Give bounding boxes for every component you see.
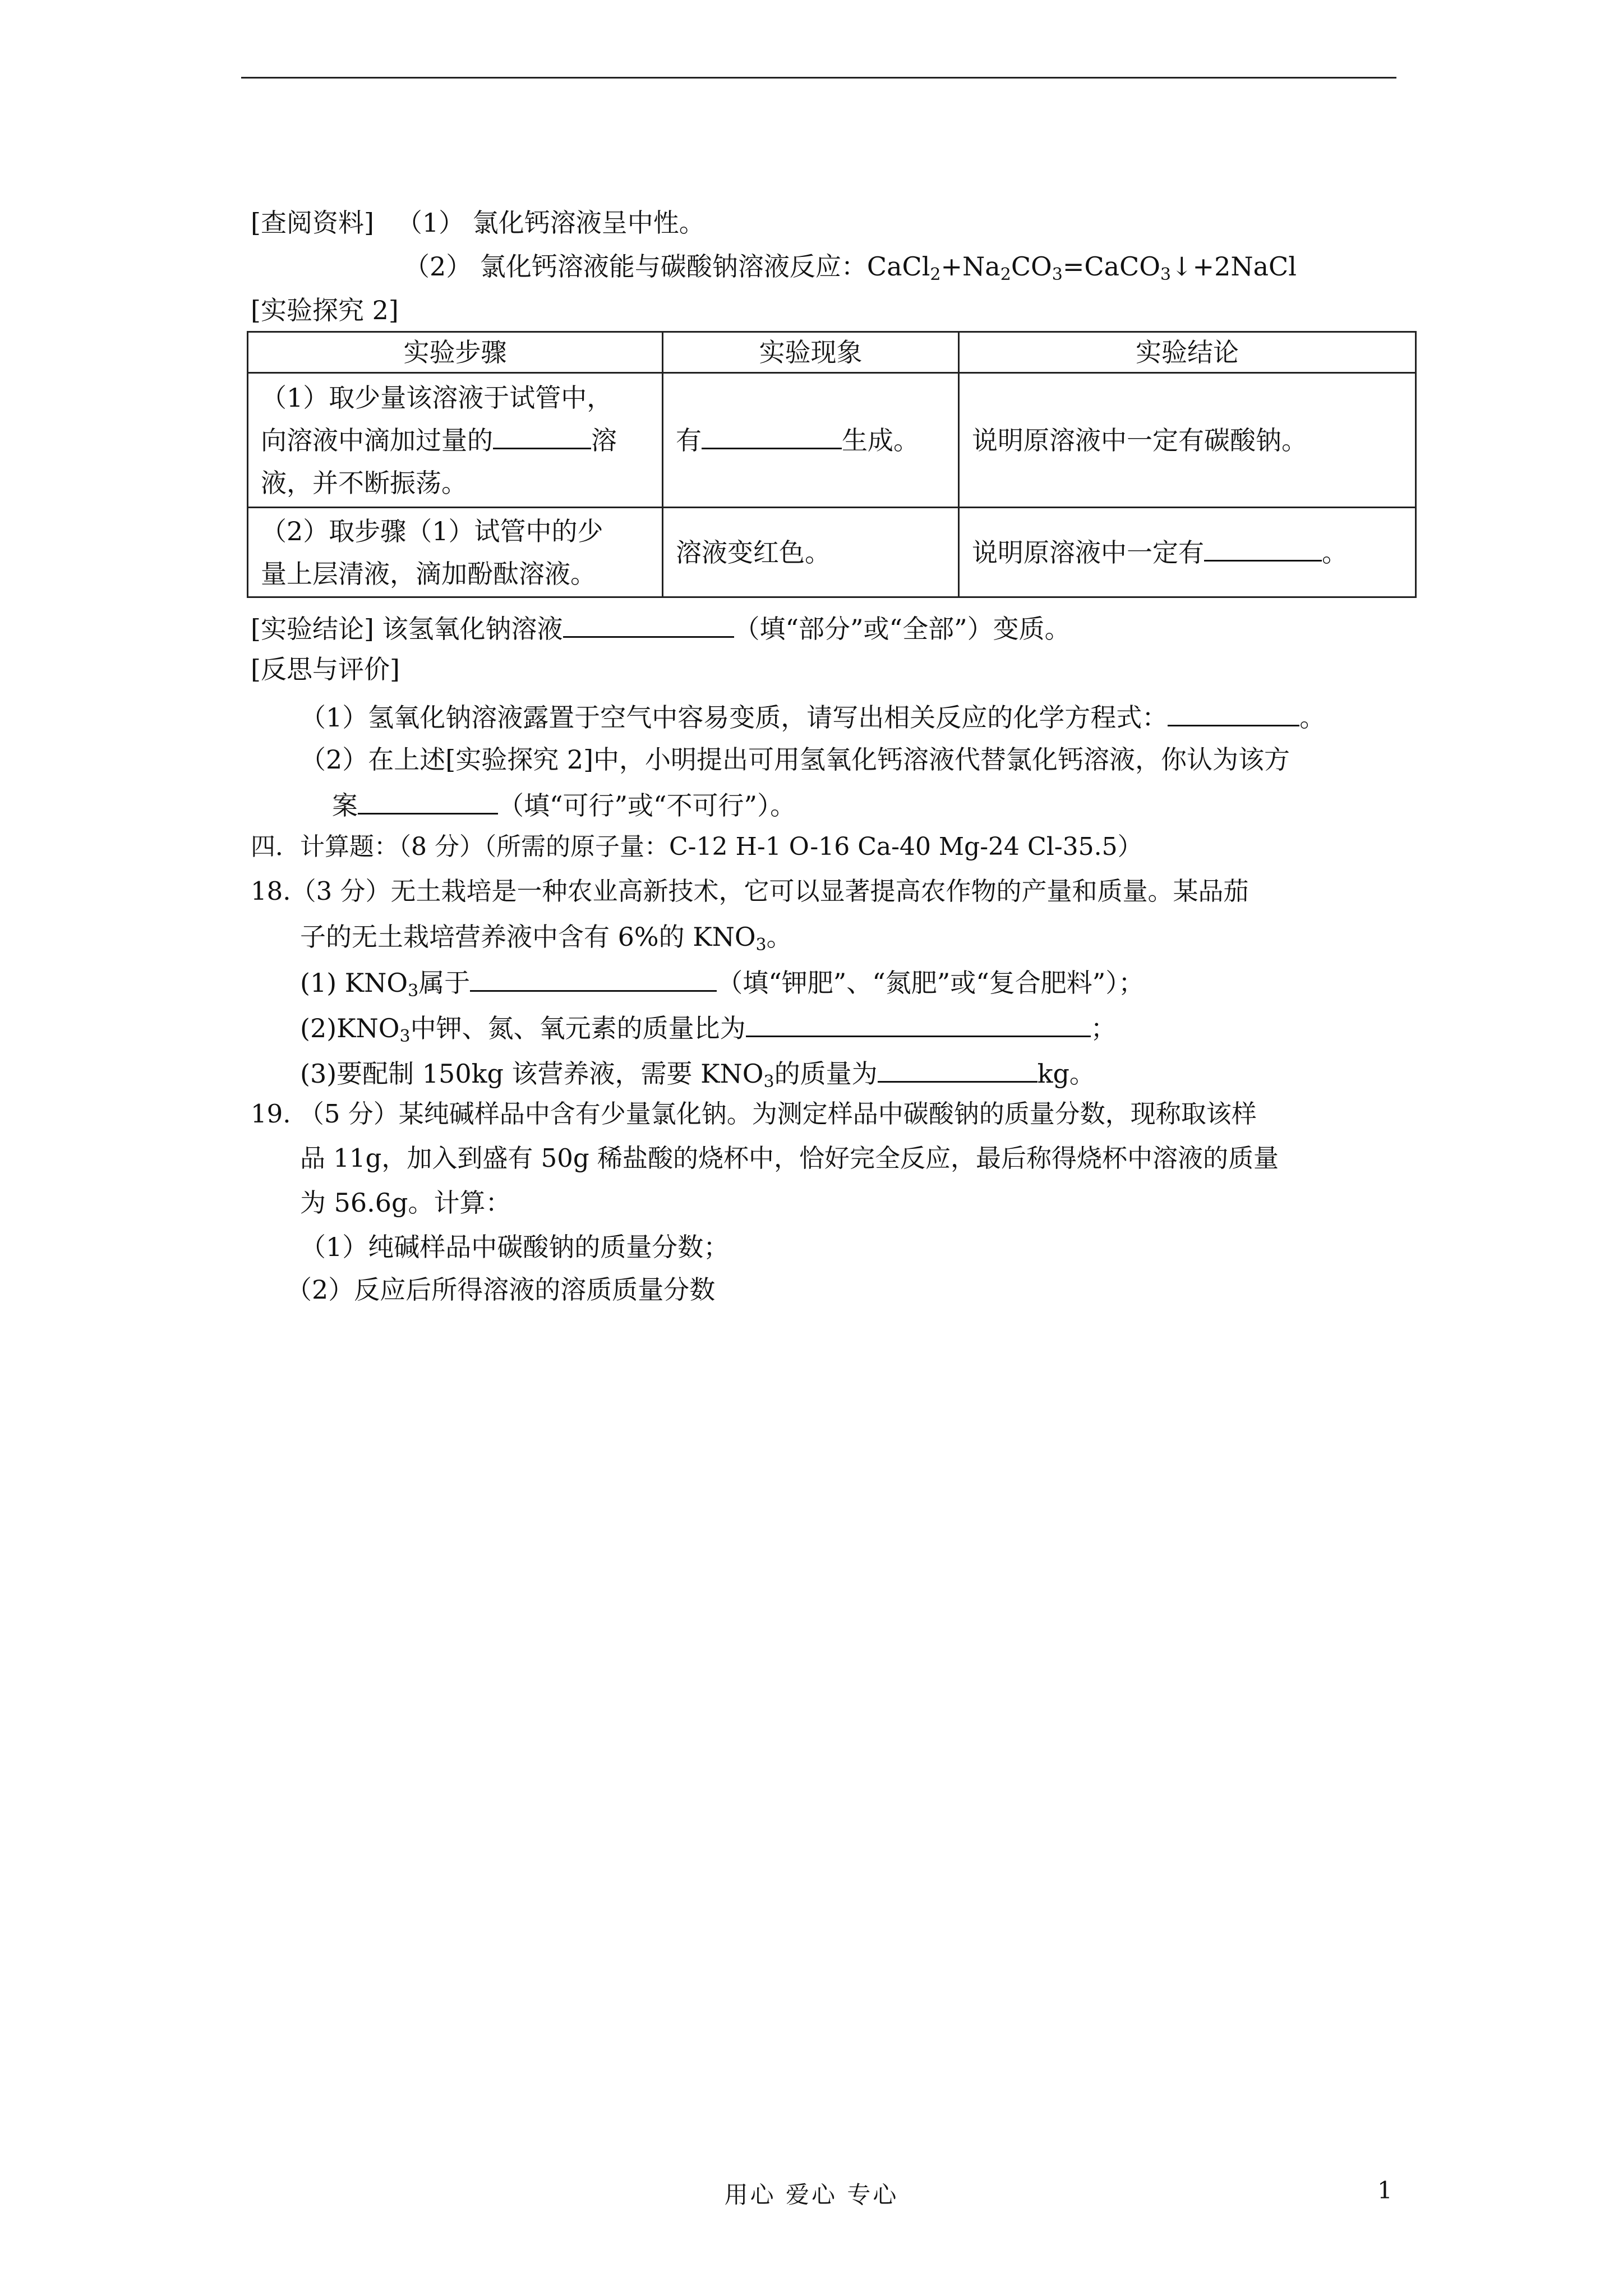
row1-step-line-2: 向溶液中滴加过量的 溶 [261, 425, 617, 455]
row1-phenomenon: 有 生成。 [663, 373, 959, 508]
mass-ratio-blank[interactable] [746, 1013, 1091, 1037]
lookup-item-2: （2） 氯化钙溶液能与碳酸钠溶液反应： [404, 251, 867, 282]
reflection-q2-line-1: （2）在上述[实验探究 2]中，小明提出可用氢氧化钙溶液代替氯化钙溶液，你认为该方 [300, 744, 1290, 775]
reagent-blank[interactable] [493, 425, 591, 449]
experiment-conclusion: [实验结论] 该氢氧化钠溶液 （填“部分”或“全部”）变质。 [251, 614, 1071, 644]
equation-blank[interactable] [1168, 702, 1299, 726]
reflection-q1: （1）氢氧化钠溶液露置于空气中容易变质，请写出相关反应的化学方程式： 。 [300, 702, 1326, 733]
footer-motto: 用心 爱心 专心 [724, 2181, 899, 2208]
row2-conclusion: 说明原溶液中一定有 。 [959, 508, 1416, 597]
q19-sub-1: （1）纯碱样品中碳酸钠的质量分数； [300, 1232, 730, 1262]
conclusion-blank[interactable] [1204, 537, 1322, 562]
q19-sub-2: （2）反应后所得溶液的溶质质量分数 [286, 1274, 716, 1305]
degree-blank[interactable] [563, 614, 734, 638]
table-row [248, 508, 1416, 597]
row2-step-line-1: （2）取步骤（1）试管中的少 [261, 516, 603, 546]
table-row [248, 373, 1416, 508]
table-header-row [248, 332, 1416, 373]
row2-phenomenon: 溶液变红色。 [663, 508, 959, 597]
q18-sub-1: (1) $KNO_3$属于 （填“钾肥”、“氮肥”或“复合肥料”）； [300, 968, 1145, 1001]
reflection-q2-line-2: 案 （填“可行”或“不可行”）。 [332, 790, 796, 821]
header-steps: 实验步骤 [248, 332, 663, 373]
q18-line-1: 18.（3 分）无土栽培是一种农业高新技术，它可以显著提高农作物的产量和质量。某品茄 [251, 876, 1249, 906]
row1-step-line-3: 液，并不断振荡。 [261, 467, 467, 498]
lookup-label: [查阅资料] [251, 208, 374, 238]
row2-step-line-2: 量上层清液，滴加酚酞溶液。 [261, 558, 596, 589]
reflection-label: [反思与评价] [251, 654, 400, 684]
header-conclusion: 实验结论 [959, 332, 1416, 373]
row1-conclusion: 说明原溶液中一定有碳酸钠。 [959, 373, 1416, 508]
q18-sub-3: (3)要配制 150kg 该营养液，需要 $KNO_3$的质量为 kg。 [300, 1059, 1095, 1092]
precipitate-blank[interactable] [702, 425, 842, 449]
lookup-line-2 [404, 251, 1297, 284]
reaction-equation: $CaCl_2+Na_2CO_3=CaCO_3↓+2NaCl$ [866, 251, 1297, 284]
q18-sub-2: $(2)KNO_3$中钾、氮、氧元素的质量比为 ； [300, 1013, 1117, 1046]
row2-step [248, 508, 663, 597]
lookup-line-1 [251, 210, 705, 236]
header-rule [241, 77, 1396, 79]
row1-step-line-1: （1）取少量该溶液于试管中， [261, 382, 613, 413]
lookup-item-1: （1） 氯化钙溶液呈中性。 [396, 208, 705, 238]
section4-title: 四．计算题：（8 分）（所需的原子量：C-12 H-1 O-16 Ca-40 Mg-24 Cl-35.5） [251, 832, 1142, 861]
q18-line-2: 子的无土栽培营养液中含有 6%的 $KNO_3$。 [300, 922, 792, 955]
page-number: 1 [1377, 2177, 1393, 2204]
feasibility-blank[interactable] [358, 790, 498, 815]
kno3-mass-blank[interactable] [878, 1059, 1038, 1083]
fertilizer-type-blank[interactable] [470, 968, 717, 992]
q19-line-1: 19. （5 分）某纯碱样品中含有少量氯化钠。为测定样品中碳酸钠的质量分数，现称取该样 [251, 1099, 1257, 1129]
q19-line-3: 为 56.6g。计算： [300, 1188, 511, 1218]
experiment-label: [实验探究 2] [251, 295, 399, 325]
experiment-table [247, 331, 1417, 598]
row1-step [248, 373, 663, 508]
header-phenomenon: 实验现象 [663, 332, 959, 373]
q19-line-2: 品 11g，加入到盛有 50g 稀盐酸的烧杯中，恰好完全反应，最后称得烧杯中溶液的质量 [300, 1143, 1279, 1173]
